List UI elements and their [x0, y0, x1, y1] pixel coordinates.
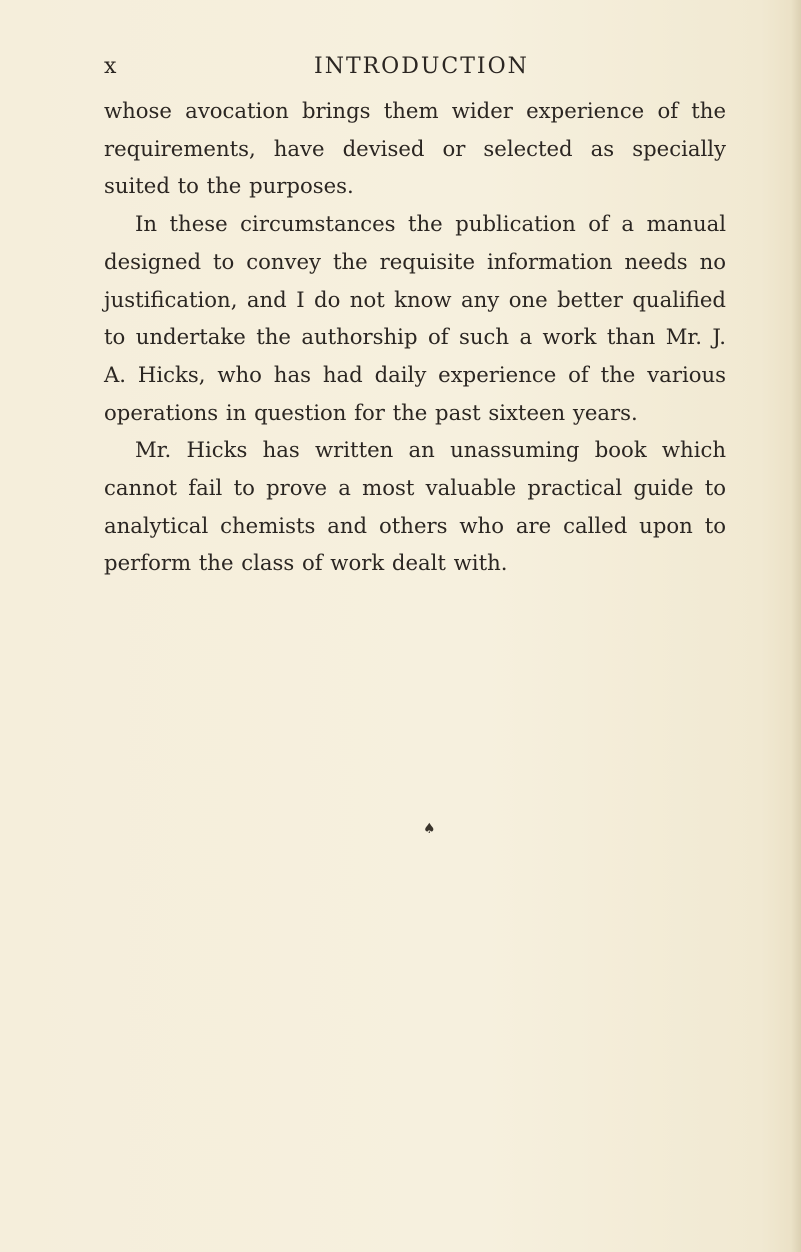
page-header [104, 50, 726, 84]
body-text [104, 92, 726, 582]
paragraph-circumstances: In these circumstances the publication of a manual designed to convey the requisite information needs no justification, and I do not know any one better qualified to undertake the authorship of such a work than Mr. J. A. Hicks, who has had daily experience of the various operations in question for the past sixteen years. [104, 211, 726, 425]
running-head: INTRODUCTION [314, 54, 529, 79]
paragraph-continuation: whose avocation brings them wider experience of the requirements, have devised or selected as specially suited to the purposes. [104, 98, 726, 199]
page-edge-shadow [791, 0, 801, 1252]
printer-ornament: ♠ [423, 821, 436, 837]
page-number: x [104, 54, 118, 79]
paragraph-hicks-book: Mr. Hicks has written an unassuming book which cannot fail to prove a most valuable practical guide to analytical chemists and others who are called upon to perform the class of work dealt with. [104, 437, 726, 576]
